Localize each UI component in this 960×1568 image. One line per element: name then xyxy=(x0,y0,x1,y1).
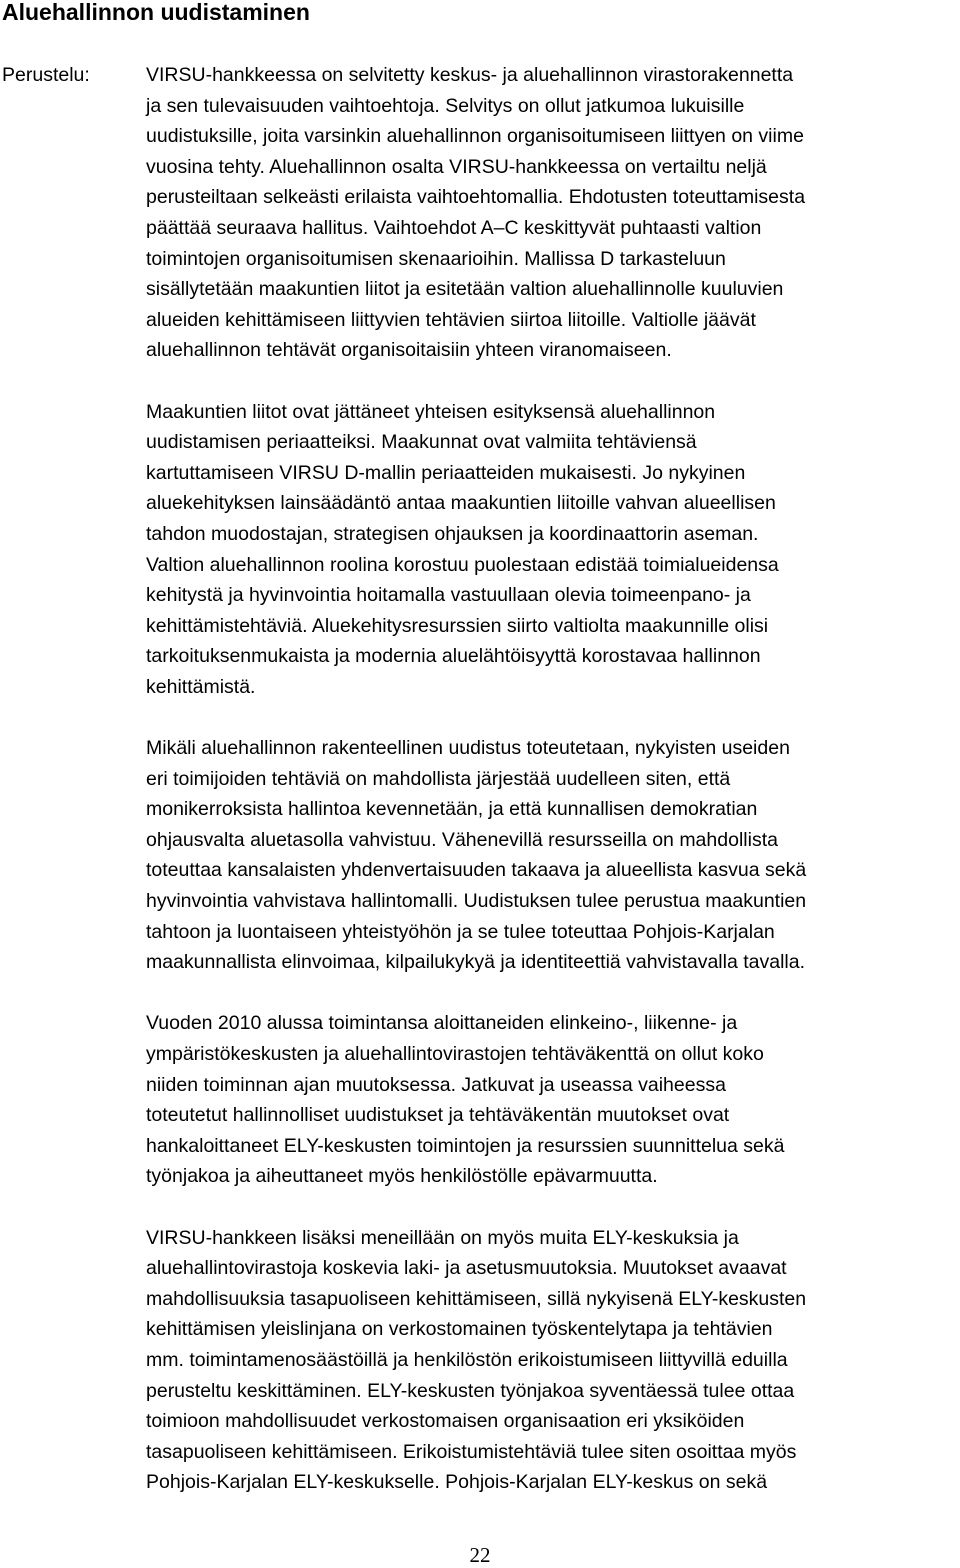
text-line: Maakuntien liitot ovat jättäneet yhteisen esityksensä aluehallinnon xyxy=(146,400,716,423)
text-line: tasapuoliseen kehittämiseen. Erikoistumistehtäviä tulee siten osoittaa myös xyxy=(146,1440,797,1463)
text-line: vuosina tehty. Aluehallinnon osalta VIRSU-hankkeessa on vertailtu neljä xyxy=(146,155,767,178)
text-line: päättää seuraava hallitus. Vaihtoehdot A–C keskittyvät puhtaasti valtion xyxy=(146,216,762,239)
text-line: Vuoden 2010 alussa toimintansa aloittaneiden elinkeino-, liikenne- ja xyxy=(146,1012,738,1035)
text-line: mm. toimintamenosäästöillä ja henkilöstön erikoistumiseen liittyvillä eduilla xyxy=(146,1348,788,1371)
text-line: Valtion aluehallinnon roolina korostuu puolestaan edistää toimialueidensa xyxy=(146,553,779,576)
text-line: kehittämistehtäviä. Aluekehitysresurssien siirto valtiolta maakunnille olisi xyxy=(146,614,769,637)
text-line: uudistamisen periaatteiksi. Maakunnat ovat valmiita tehtäviensä xyxy=(146,431,697,454)
text-line: hyvinvointia vahvistava hallintomalli. Uudistuksen tulee perustua maakuntien xyxy=(146,890,807,913)
text-line: hankaloittaneet ELY-keskusten toimintojen ja resurssien suunnittelua sekä xyxy=(146,1134,785,1157)
paragraph-gap xyxy=(146,702,959,733)
text-line: kehittämisen yleislinjana on verkostomainen työskentelytapa ja tehtävien xyxy=(146,1318,773,1341)
text-line: aluekehityksen lainsäädäntö antaa maakuntien liitoille vahvan alueellisen xyxy=(146,492,776,515)
text-line: toimintojen organisoitumisen skenaarioihin. Mallissa D tarkasteluun xyxy=(146,247,726,270)
text-line: aluehallintovirastoja koskevia laki- ja asetusmuutoksia. Muutokset avaavat xyxy=(146,1257,787,1280)
paragraph xyxy=(146,397,959,703)
text-line: Mikäli aluehallinnon rakenteellinen uudistus toteutetaan, nykyisten useiden xyxy=(146,737,790,760)
body-text xyxy=(146,60,959,1498)
text-line: Pohjois-Karjalan ELY-keskukselle. Pohjois-Karjalan ELY-keskus on sekä xyxy=(146,1471,768,1494)
text-line: kehitystä ja hyvinvointia hoitamalla vastuullaan olevia toimeenpano- ja xyxy=(146,584,751,607)
text-line: perusteltu keskittäminen. ELY-keskusten työnjakoa syventäessä tulee ottaa xyxy=(146,1379,795,1402)
rationale-label: Perustelu: xyxy=(2,64,90,86)
text-line: toteuttaa kansalaisten yhdenvertaisuuden takaava ja alueellista kasvua sekä xyxy=(146,859,807,882)
text-line: ohjausvalta aluetasolla vahvistuu. Vähenevillä resursseilla on mahdollista xyxy=(146,828,778,851)
paragraph-gap xyxy=(146,1192,959,1223)
text-line: tarkoituksenmukaista ja modernia aluelähtöisyyttä korostavaa hallinnon xyxy=(146,645,761,668)
section-heading: Aluehallinnon uudistaminen xyxy=(2,0,310,25)
paragraph xyxy=(146,1223,959,1498)
page-number: 22 xyxy=(469,1543,491,1567)
text-line: kehittämistä. xyxy=(146,675,256,698)
text-line: eri toimijoiden tehtäviä on mahdollista järjestää uudelleen siten, että xyxy=(146,767,731,790)
text-line: monikerroksista hallintoa kevennetään, ja että kunnallisen demokratian xyxy=(146,798,758,821)
text-line: niiden toiminnan ajan muutoksessa. Jatkuvat ja useassa vaiheessa xyxy=(146,1073,726,1096)
text-line: ympäristökeskusten ja aluehallintovirastojen tehtäväkenttä on ollut koko xyxy=(146,1043,764,1065)
text-line: kartuttamiseen VIRSU D-mallin periaatteiden mukaisesti. Jo nykyinen xyxy=(146,461,746,484)
text-line: VIRSU-hankkeessa on selvitetty keskus- ja aluehallinnon virastorakennetta xyxy=(146,64,794,86)
text-line: tahtoon ja luontaiseen yhteistyöhön ja se tulee toteuttaa Pohjois-Karjalan xyxy=(146,920,775,943)
text-line: mahdollisuuksia tasapuoliseen kehittämiseen, sillä nykyisenä ELY-keskusten xyxy=(146,1287,807,1310)
paragraph-gap xyxy=(146,366,959,397)
text-line: ja sen tulevaisuuden vaihtoehtoja. Selvitys on ollut jatkumoa lukuisille xyxy=(146,94,745,117)
text-line: uudistuksille, joita varsinkin aluehallinnon organisoitumiseen liittyen on viime xyxy=(146,125,804,148)
paragraph-gap xyxy=(146,978,959,1009)
text-line: tahdon muodostajan, strategisen ohjauksen ja koordinaattorin aseman. xyxy=(146,522,759,545)
paragraph xyxy=(146,1008,959,1192)
text-line: sisällytetään maakuntien liitot ja esitetään valtion aluehallinnolle kuuluvien xyxy=(146,278,784,301)
text-line: aluehallinnon tehtävät organisoitaisiin yhteen viranomaiseen. xyxy=(146,339,672,362)
text-line: perusteiltaan selkeästi erilaista vaihtoehtomallia. Ehdotusten toteuttamisesta xyxy=(146,186,806,209)
paragraph xyxy=(146,733,959,978)
text-line: työnjakoa ja aiheuttaneet myös henkilöstölle epävarmuutta. xyxy=(146,1165,658,1188)
text-line: toteutetut hallinnolliset uudistukset ja tehtäväkentän muutokset ovat xyxy=(146,1104,730,1127)
text-line: toimioon mahdollisuudet verkostomaisen organisaation eri yksiköiden xyxy=(146,1410,745,1433)
paragraph xyxy=(146,60,959,366)
text-line: maakunnallista elinvoimaa, kilpailukykyä ja identiteettiä vahvistavalla tavalla. xyxy=(146,951,806,974)
text-line: alueiden kehittämiseen liittyvien tehtävien siirtoa liitoille. Valtiolle jäävät xyxy=(146,308,756,331)
text-line: VIRSU-hankkeen lisäksi meneillään on myös muita ELY-keskuksia ja xyxy=(146,1226,739,1249)
